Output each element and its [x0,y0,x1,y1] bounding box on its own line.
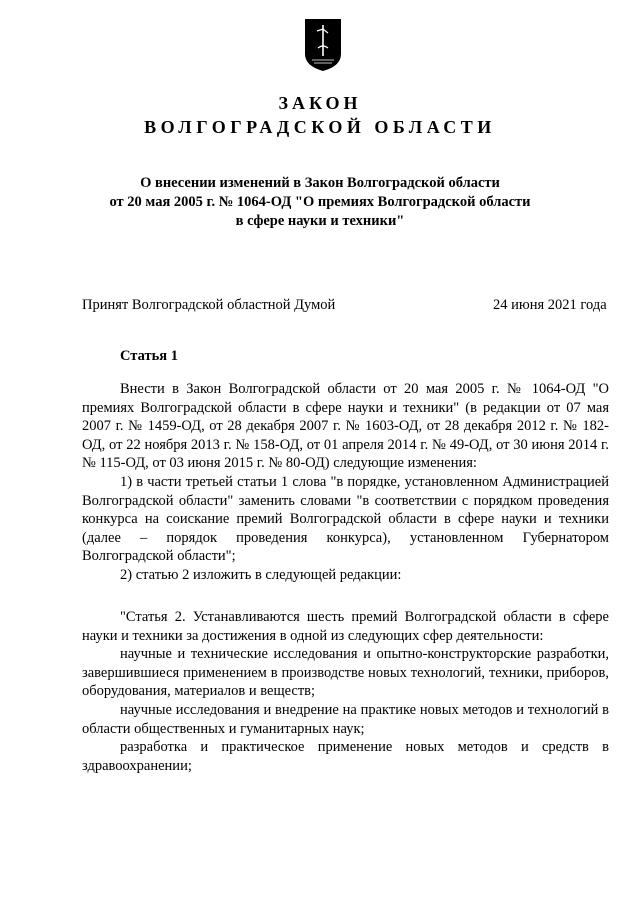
adoption-date: 24 июня 2021 года [493,297,607,313]
paragraph: 1) в части третьей статьи 1 слова "в порядке, установленном Администрацией Волгоградской области" заменить словами "в соответствии с порядком проведения конкурса на соискание премий Волгоградской области в сфере науки и техники (далее – порядок проведения конкурса), установленном Губернатором Волгоградской области"; [82,473,609,565]
paragraph: научные и технические исследования и опытно-конструкторские разработки, завершившиеся применением в производстве новых технологий, техники, приборов, оборудования, материалов и веществ; [82,646,609,700]
quoted-article [82,608,609,775]
subtitle-line: от 20 мая 2005 г. № 1064-ОД "О премиях Волгоградской области [109,194,531,210]
subtitle-line: в сфере науки и техники" [235,213,405,229]
article-heading: Статья 1 [120,348,178,364]
subtitle-line: О внесении изменений в Закон Волгоградской области [140,175,500,191]
adoption-text: Принят Волгоградской областной Думой [82,297,336,313]
paragraph: Внести в Закон Волгоградской области от 20 мая 2005 г. № 1064-ОД "О премиях Волгоградской области в сфере науки и техники" (в редакции от 07 мая 2007 г. № 1459-ОД, от 28 декабря 2007 г. № 1603-ОД, от 28 декабря 2012 г. № 182-ОД, от 22 ноября 2013 г. № 158-ОД, от 01 апреля 2014 г. № 49-ОД, от 30 июня 2014 г. № 115-ОД, от 03 июня 2015 г. № 80-ОД) следующие изменения: [82,381,609,472]
paragraph: разработка и практическое применение новых методов и средств в здравоохранении; [82,739,609,774]
paragraph: научные исследования и внедрение на практике новых методов и технологий в области общественных и гуманитарных наук; [82,701,609,737]
article-body [82,380,609,585]
paragraph: 2) статью 2 изложить в следующей редакции: [120,566,402,583]
region-title: ВОЛГОГРАДСКОЙ ОБЛАСТИ [144,117,496,137]
paragraph: "Статья 2. Устанавливаются шесть премий Волгоградской области в сфере науки и техники за достижения в одной из следующих сфер деятельности: [82,609,609,644]
law-title: ЗАКОН [278,93,362,113]
coat-of-arms-icon [304,18,342,72]
law-subtitle [0,174,640,231]
